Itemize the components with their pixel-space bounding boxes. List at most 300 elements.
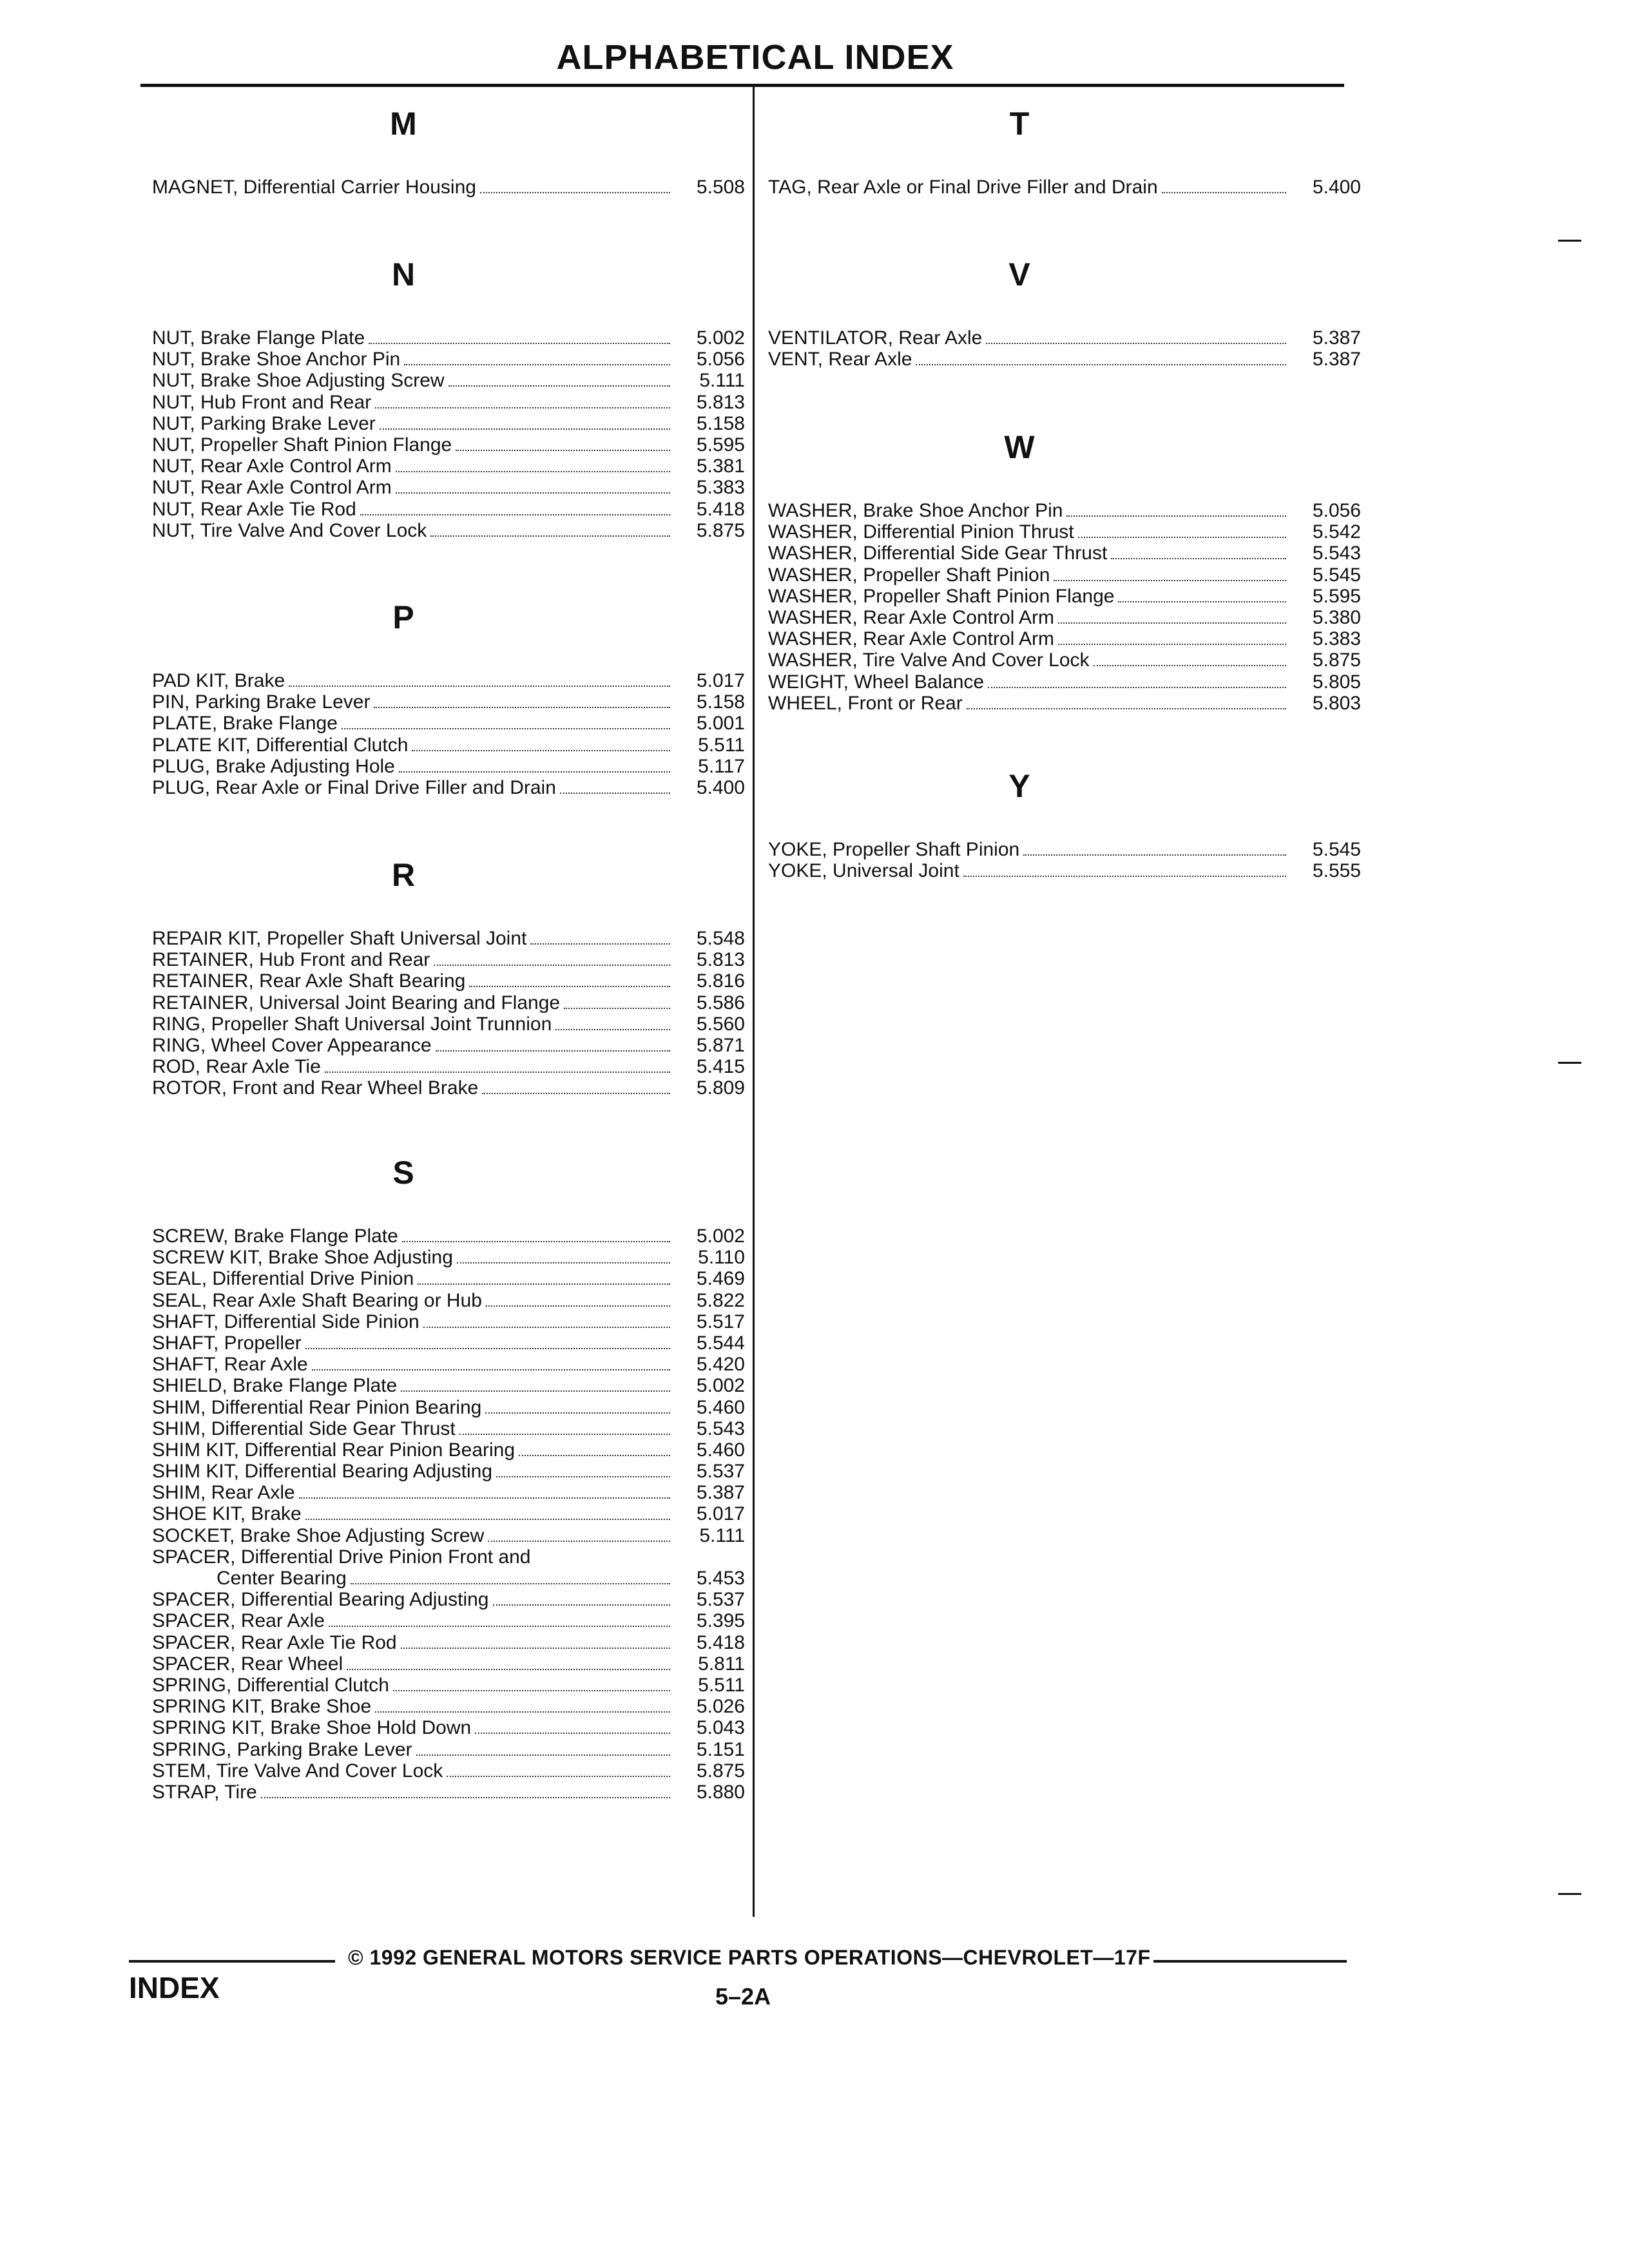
- entry-label: YOKE, Propeller Shaft Pinion: [768, 839, 1020, 860]
- dot-leader: [396, 479, 670, 494]
- entry-label: NUT, Brake Shoe Anchor Pin: [152, 349, 401, 370]
- index-entry: [152, 1525, 745, 1546]
- index-entry: [152, 1035, 745, 1056]
- entry-label: NUT, Brake Shoe Adjusting Screw: [152, 370, 445, 392]
- dot-leader: [447, 1762, 670, 1777]
- entry-label: MAGNET, Differential Carrier Housing: [152, 177, 476, 198]
- entry-label: WASHER, Propeller Shaft Pinion: [768, 564, 1050, 586]
- section-letter: V: [1008, 256, 1030, 293]
- entry-reference-number: 5.871: [696, 1034, 745, 1056]
- dot-leader: [393, 1676, 670, 1691]
- dot-leader: [986, 329, 1286, 344]
- entry-label: NUT, Hub Front and Rear: [152, 391, 372, 413]
- entry-label: TAG, Rear Axle or Final Drive Filler and Drain: [768, 177, 1158, 198]
- dot-leader: [555, 1015, 670, 1030]
- entry-label: ROD, Rear Axle Tie: [152, 1056, 321, 1078]
- index-entry: [152, 434, 745, 456]
- entry-reference-number: 5.387: [1312, 327, 1361, 349]
- entry-reference-number: 5.816: [696, 970, 745, 992]
- index-entry: [152, 456, 745, 477]
- entry-reference-number: 5.110: [698, 1247, 745, 1269]
- entry-reference-number: 5.813: [696, 949, 745, 971]
- dot-leader: [329, 1612, 670, 1628]
- entry-label: WASHER, Tire Valve And Cover Lock: [768, 649, 1090, 671]
- dot-leader: [448, 372, 670, 387]
- entry-reference-number: 5.056: [1312, 500, 1361, 521]
- index-entry: [152, 327, 745, 349]
- section-s: [152, 1153, 745, 1803]
- index-entry: [152, 992, 745, 1014]
- index-entry: [152, 1439, 745, 1461]
- page-title: ALPHABETICAL INDEX: [556, 38, 954, 77]
- entry-label: SCREW, Brake Flange Plate: [152, 1225, 398, 1247]
- index-entry: [768, 586, 1361, 607]
- entry-label: SPRING KIT, Brake Shoe: [152, 1696, 372, 1718]
- entry-label: NUT, Parking Brake Lever: [152, 412, 376, 434]
- dot-leader: [401, 1633, 670, 1649]
- dot-leader: [347, 1655, 670, 1670]
- entry-reference-number: 5.875: [696, 519, 745, 541]
- index-entry: [152, 928, 745, 949]
- dot-leader: [488, 1526, 670, 1542]
- dot-leader: [1066, 501, 1286, 517]
- entry-reference-number: 5.002: [696, 1375, 745, 1397]
- index-entry: [152, 735, 745, 756]
- entry-reference-number: 5.517: [696, 1311, 745, 1332]
- entry-reference-number: 5.811: [698, 1653, 745, 1675]
- dot-leader: [967, 694, 1286, 709]
- index-entry: [768, 671, 1361, 693]
- entry-label: NUT, Rear Axle Control Arm: [152, 477, 392, 499]
- entry-label: SHAFT, Differential Side Pinion: [152, 1311, 419, 1332]
- footer-rule-left: [129, 1960, 335, 1963]
- entry-label: NUT, Tire Valve And Cover Lock: [152, 519, 427, 541]
- index-entry: [152, 1268, 745, 1289]
- entry-reference-number: 5.001: [696, 713, 745, 735]
- dot-leader: [486, 1291, 670, 1307]
- entry-reference-number: 5.111: [699, 370, 745, 392]
- index-entry: [152, 670, 745, 691]
- dot-leader: [1078, 523, 1286, 539]
- entry-reference-number: 5.469: [696, 1268, 745, 1290]
- index-entry: [768, 649, 1361, 671]
- entry-reference-number: 5.151: [696, 1738, 745, 1760]
- dot-leader: [374, 693, 670, 709]
- index-entry: [152, 691, 745, 713]
- index-entry: [152, 1375, 745, 1396]
- dot-leader: [475, 1719, 670, 1735]
- section-letter: N: [391, 256, 416, 293]
- dot-leader: [469, 972, 670, 988]
- entry-label: WASHER, Differential Pinion Thrust: [768, 521, 1074, 543]
- entry-reference-number: 5.545: [1312, 564, 1361, 586]
- index-entry: [152, 1247, 745, 1268]
- index-entry: [152, 1077, 745, 1099]
- index-entry: [152, 413, 745, 434]
- index-entry: [152, 1653, 745, 1675]
- index-entry: [152, 756, 745, 777]
- entry-reference-number: 5.543: [696, 1418, 745, 1439]
- index-entry: [152, 1739, 745, 1760]
- section-v: [768, 255, 1361, 370]
- dot-leader: [342, 715, 670, 730]
- dot-leader: [430, 521, 670, 537]
- entry-reference-number: 5.813: [696, 391, 745, 413]
- entry-label: SPACER, Rear Wheel: [152, 1653, 343, 1675]
- section-m: [152, 104, 745, 198]
- dot-leader: [1058, 630, 1286, 646]
- entry-label: SPACER, Differential Bearing Adjusting: [152, 1589, 489, 1611]
- entry-list: [768, 839, 1361, 881]
- margin-mark: [1558, 1062, 1581, 1064]
- entry-reference-number: 5.560: [696, 1013, 745, 1035]
- entry-label: STRAP, Tire: [152, 1781, 257, 1803]
- entry-reference-number: 5.544: [696, 1332, 745, 1354]
- entry-reference-number: 5.545: [1312, 839, 1361, 860]
- entry-label: SPRING, Parking Brake Lever: [152, 1738, 412, 1760]
- entry-label: SHIM KIT, Differential Bearing Adjusting: [152, 1461, 493, 1483]
- entry-label: SHAFT, Rear Axle: [152, 1354, 308, 1376]
- entry-label: SPACER, Rear Axle: [152, 1610, 325, 1632]
- dot-leader: [375, 1698, 670, 1713]
- entry-reference-number: 5.400: [696, 776, 745, 798]
- dot-leader: [1118, 587, 1286, 602]
- entry-label: SHIM, Rear Axle: [152, 1482, 295, 1504]
- dot-leader: [401, 1377, 670, 1392]
- entry-list: [768, 327, 1361, 370]
- dot-leader: [459, 1419, 670, 1435]
- entry-label: SPRING KIT, Brake Shoe Hold Down: [152, 1717, 472, 1739]
- entry-label: PLUG, Rear Axle or Final Drive Filler and Drain: [152, 776, 556, 798]
- entry-label: PLUG, Brake Adjusting Hole: [152, 755, 395, 777]
- entry-reference-number: 5.453: [696, 1568, 745, 1589]
- footer-copyright: © 1992 GENERAL MOTORS SERVICE PARTS OPERATIONS—CHEVROLET—17F: [348, 1946, 1151, 1969]
- entry-label: SHAFT, Propeller: [152, 1332, 302, 1354]
- section-letter: R: [391, 857, 416, 893]
- entry-label: YOKE, Universal Joint: [768, 860, 959, 882]
- entry-reference-number: 5.381: [696, 456, 745, 477]
- dot-leader: [418, 1270, 670, 1285]
- dot-leader: [436, 1036, 670, 1052]
- section-letter: M: [390, 106, 417, 142]
- entry-label: SPRING, Differential Clutch: [152, 1674, 389, 1696]
- index-entry: [768, 177, 1361, 198]
- dot-leader: [482, 1079, 670, 1095]
- entry-reference-number: 5.586: [696, 992, 745, 1014]
- index-entry: [152, 1632, 745, 1653]
- dot-leader: [530, 929, 670, 945]
- dot-leader: [564, 994, 670, 1009]
- index-entry: [152, 1610, 745, 1631]
- index-entry: [768, 500, 1361, 521]
- dot-leader: [351, 1569, 670, 1584]
- dot-leader: [560, 778, 670, 794]
- index-entry: [152, 1311, 745, 1332]
- index-entry: [768, 628, 1361, 649]
- footer-section-label: INDEX: [129, 1971, 220, 2004]
- index-entry: [152, 777, 745, 798]
- entry-reference-number: 5.017: [696, 670, 745, 691]
- entry-label: SHIM KIT, Differential Rear Pinion Bearing: [152, 1439, 516, 1461]
- dot-leader: [305, 1505, 670, 1521]
- entry-reference-number: 5.460: [696, 1439, 745, 1461]
- entry-reference-number: 5.555: [1312, 860, 1361, 882]
- entry-reference-number: 5.875: [1312, 649, 1361, 671]
- entry-list: [152, 327, 745, 541]
- entry-reference-number: 5.460: [696, 1396, 745, 1418]
- dot-leader: [299, 1484, 670, 1499]
- entry-reference-number: 5.383: [1312, 628, 1361, 650]
- dot-leader: [423, 1312, 670, 1328]
- entry-reference-number: 5.595: [696, 434, 745, 456]
- entry-label: Center Bearing: [217, 1568, 347, 1589]
- index-entry: [152, 1354, 745, 1375]
- entry-label: NUT, Rear Axle Control Arm: [152, 456, 392, 477]
- index-entry: [768, 860, 1361, 881]
- margin-mark: [1558, 1893, 1581, 1895]
- entry-label: PLATE, Brake Flange: [152, 713, 338, 735]
- entry-reference-number: 5.387: [1312, 349, 1361, 370]
- index-entry: [152, 370, 745, 391]
- entry-label: WASHER, Brake Shoe Anchor Pin: [768, 500, 1063, 521]
- entry-reference-number: 5.111: [699, 1524, 745, 1546]
- dot-leader: [496, 1462, 670, 1477]
- index-entry: [768, 564, 1361, 586]
- index-entry: [152, 713, 745, 734]
- entry-list: [768, 500, 1361, 714]
- entry-label: SHIM, Differential Side Gear Thrust: [152, 1418, 456, 1439]
- entry-label: NUT, Rear Axle Tie Rod: [152, 498, 356, 520]
- entry-list: [152, 1225, 745, 1803]
- index-entry: [152, 1589, 745, 1610]
- entry-reference-number: 5.418: [696, 1631, 745, 1653]
- index-entry: [152, 1760, 745, 1782]
- entry-label: WHEEL, Front or Rear: [768, 692, 963, 714]
- section-letter: S: [392, 1155, 414, 1191]
- dot-leader: [988, 673, 1286, 688]
- dot-leader: [963, 862, 1286, 878]
- index-entry: [152, 1397, 745, 1418]
- entry-reference-number: 5.158: [696, 412, 745, 434]
- entry-label: SOCKET, Brake Shoe Adjusting Screw: [152, 1524, 485, 1546]
- dot-leader: [399, 757, 670, 773]
- index-entry: [152, 1418, 745, 1439]
- entry-label: NUT, Propeller Shaft Pinion Flange: [152, 434, 452, 456]
- margin-mark: [1558, 240, 1581, 242]
- index-entry: [768, 543, 1361, 564]
- entry-label: RETAINER, Hub Front and Rear: [152, 949, 430, 971]
- dot-leader: [412, 736, 670, 751]
- entry-reference-number: 5.822: [696, 1289, 745, 1311]
- dot-leader: [369, 329, 670, 344]
- entry-reference-number: 5.805: [1312, 671, 1361, 693]
- entry-reference-number: 5.418: [696, 498, 745, 520]
- entry-label: REPAIR KIT, Propeller Shaft Universal Joint: [152, 928, 527, 949]
- index-entry: [152, 1782, 745, 1803]
- dot-leader: [519, 1441, 670, 1456]
- entry-reference-number: 5.002: [696, 327, 745, 349]
- index-entry: [152, 1482, 745, 1503]
- entry-reference-number: 5.383: [696, 477, 745, 499]
- entry-label: SPACER, Rear Axle Tie Rod: [152, 1631, 397, 1653]
- section-n: [152, 255, 745, 541]
- section-letter: W: [1004, 429, 1035, 465]
- dot-leader: [916, 351, 1286, 366]
- entry-label: SHIELD, Brake Flange Plate: [152, 1375, 398, 1397]
- entry-label: RETAINER, Universal Joint Bearing and Flange: [152, 992, 561, 1014]
- entry-reference-number: 5.543: [1312, 543, 1361, 564]
- entry-list: [768, 177, 1361, 198]
- entry-label: WEIGHT, Wheel Balance: [768, 671, 985, 693]
- entry-reference-number: 5.548: [696, 928, 745, 949]
- section-letter: T: [1009, 106, 1030, 142]
- entry-list: [152, 928, 745, 1099]
- footer-rule-right: [1153, 1960, 1347, 1963]
- entry-reference-number: 5.415: [696, 1056, 745, 1078]
- index-entry: [152, 1696, 745, 1717]
- entry-reference-number: 5.511: [698, 1674, 745, 1696]
- dot-leader: [289, 671, 670, 687]
- entry-reference-number: 5.537: [696, 1589, 745, 1611]
- entry-reference-number: 5.508: [696, 177, 745, 198]
- entry-label: ROTOR, Front and Rear Wheel Brake: [152, 1077, 479, 1099]
- dot-leader: [312, 1356, 670, 1371]
- entry-reference-number: 5.537: [696, 1461, 745, 1483]
- entry-label: RING, Wheel Cover Appearance: [152, 1034, 432, 1056]
- section-letter: P: [392, 599, 414, 635]
- dot-leader: [380, 414, 670, 430]
- index-entry: [152, 1568, 745, 1589]
- index-entry: [152, 1014, 745, 1035]
- entry-reference-number: 5.875: [696, 1760, 745, 1782]
- entry-label: PAD KIT, Brake: [152, 670, 285, 691]
- dot-leader: [396, 457, 670, 473]
- index-entry: [152, 1717, 745, 1738]
- index-entry: [152, 499, 745, 520]
- dot-leader: [1023, 840, 1286, 856]
- entry-label: STEM, Tire Valve And Cover Lock: [152, 1760, 443, 1782]
- dot-leader: [416, 1740, 671, 1756]
- entry-label: SPACER, Differential Drive Pinion Front and: [152, 1546, 531, 1568]
- index-entry: [152, 1332, 745, 1354]
- page-number: 5–2A: [715, 1983, 771, 2010]
- entry-list: [152, 670, 745, 798]
- dot-leader: [457, 1249, 670, 1264]
- index-entry: [152, 970, 745, 992]
- section-y: [768, 767, 1361, 881]
- entry-label: VENTILATOR, Rear Axle: [768, 327, 983, 349]
- index-entry: [768, 839, 1361, 860]
- dot-leader: [456, 436, 670, 451]
- index-entry: [768, 607, 1361, 628]
- dot-leader: [434, 951, 670, 966]
- index-entry: [152, 477, 745, 498]
- index-entry: [152, 1675, 745, 1696]
- dot-leader: [485, 1398, 670, 1414]
- index-entry: [768, 327, 1361, 349]
- index-entry: [152, 949, 745, 970]
- index-entry: [152, 1503, 745, 1524]
- dot-leader: [480, 178, 670, 193]
- entry-label: RETAINER, Rear Axle Shaft Bearing: [152, 970, 466, 992]
- entry-reference-number: 5.056: [696, 349, 745, 370]
- index-entry: [152, 392, 745, 413]
- index-entry: [152, 1225, 745, 1247]
- dot-leader: [1058, 608, 1286, 624]
- column-divider: [753, 87, 755, 1917]
- index-entry: [768, 349, 1361, 370]
- entry-label: SEAL, Rear Axle Shaft Bearing or Hub: [152, 1289, 482, 1311]
- entry-reference-number: 5.002: [696, 1225, 745, 1247]
- entry-label: WASHER, Rear Axle Control Arm: [768, 606, 1055, 628]
- dot-leader: [402, 1227, 670, 1242]
- entry-label: PLATE KIT, Differential Clutch: [152, 734, 409, 756]
- entry-reference-number: 5.595: [1312, 585, 1361, 607]
- entry-label: SEAL, Differential Drive Pinion: [152, 1268, 414, 1290]
- entry-reference-number: 5.387: [696, 1482, 745, 1504]
- entry-label: PIN, Parking Brake Lever: [152, 691, 371, 713]
- entry-label: RING, Propeller Shaft Universal Joint Trunnion: [152, 1013, 552, 1035]
- section-t: [768, 104, 1361, 198]
- dot-leader: [1162, 178, 1286, 193]
- index-entry: [152, 1290, 745, 1311]
- entry-reference-number: 5.395: [696, 1610, 745, 1632]
- section-letter: Y: [1008, 768, 1030, 804]
- entry-label: WASHER, Propeller Shaft Pinion Flange: [768, 585, 1115, 607]
- entry-label: SHIM, Differential Rear Pinion Bearing: [152, 1396, 482, 1418]
- entry-label: SCREW KIT, Brake Shoe Adjusting: [152, 1247, 453, 1269]
- index-entry: [152, 1461, 745, 1482]
- entry-label: NUT, Brake Flange Plate: [152, 327, 365, 349]
- index-entry: [152, 349, 745, 370]
- dot-leader: [360, 500, 670, 515]
- section-p: [152, 598, 745, 798]
- entry-label: VENT, Rear Axle: [768, 349, 912, 370]
- entry-reference-number: 5.158: [696, 691, 745, 713]
- section-w: [768, 428, 1361, 714]
- title-rule: [140, 84, 1344, 87]
- section-r: [152, 856, 745, 1099]
- dot-leader: [261, 1783, 670, 1798]
- entry-reference-number: 5.803: [1312, 692, 1361, 714]
- entry-reference-number: 5.400: [1312, 177, 1361, 198]
- entry-list: [152, 177, 745, 198]
- index-entry: [152, 1056, 745, 1077]
- entry-reference-number: 5.809: [696, 1077, 745, 1099]
- dot-leader: [375, 393, 670, 408]
- entry-label: SHOE KIT, Brake: [152, 1503, 302, 1525]
- entry-label: WASHER, Differential Side Gear Thrust: [768, 543, 1108, 564]
- entry-label: WASHER, Rear Axle Control Arm: [768, 628, 1055, 650]
- entry-reference-number: 5.420: [696, 1354, 745, 1376]
- dot-leader: [1111, 544, 1286, 560]
- entry-reference-number: 5.511: [698, 734, 745, 756]
- index-entry: [152, 520, 745, 541]
- entry-reference-number: 5.380: [1312, 606, 1361, 628]
- dot-leader: [325, 1058, 670, 1073]
- entry-reference-number: 5.043: [696, 1717, 745, 1739]
- index-entry: [768, 521, 1361, 543]
- index-entry: [152, 1546, 745, 1568]
- index-entry: [768, 693, 1361, 714]
- dot-leader: [1054, 566, 1286, 581]
- entry-reference-number: 5.017: [696, 1503, 745, 1525]
- index-entry: [152, 177, 745, 198]
- entry-reference-number: 5.542: [1312, 521, 1361, 543]
- dot-leader: [1094, 651, 1286, 667]
- entry-reference-number: 5.880: [696, 1781, 745, 1803]
- entry-reference-number: 5.117: [698, 755, 745, 777]
